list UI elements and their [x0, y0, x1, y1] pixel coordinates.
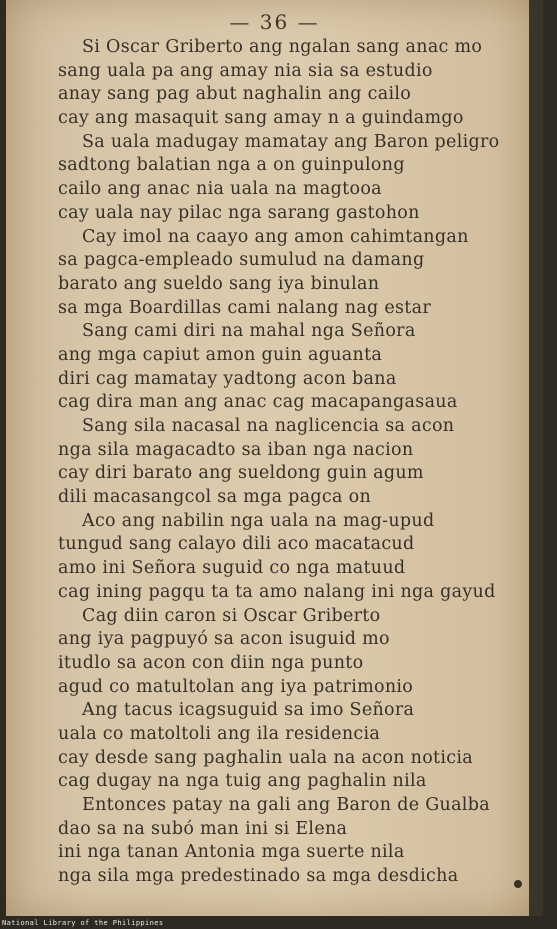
text-line: sadtong balatian nga a on guinpulong: [58, 155, 405, 176]
text-line: tungud sang calayo dili aco macatacud: [58, 534, 415, 555]
library-credit: National Library of the Philippines: [2, 919, 164, 927]
text-line: cailo ang anac nia uala na magtooa: [58, 179, 382, 200]
poem-text: [58, 36, 528, 889]
text-line: Sang cami diri na mahal nga Señora: [82, 321, 416, 342]
text-line: Sang sila nacasal na naglicencia sa acon: [82, 416, 455, 436]
text-line: ang iya pagpuyó sa acon isuguid mo: [58, 629, 390, 650]
text-line: sa mga Boardillas cami nalang nag estar: [58, 297, 432, 318]
text-line: agud co matultolan ang iya patrimonio: [58, 676, 414, 697]
book-page: [6, 0, 543, 916]
text-line: Aco ang nabilin nga uala na mag-upud: [82, 510, 435, 531]
text-line: cay ang masaquit sang amay n a guindamgo: [58, 108, 464, 129]
text-line: cay uala nay pilac nga sarang gastohon: [58, 202, 420, 223]
text-line: dili macasangcol sa mga pagca on: [58, 487, 372, 508]
text-line: cay diri barato ang sueldong guin agum: [58, 463, 424, 484]
text-line: nga sila mga predestinado sa mga desdicha: [58, 866, 459, 887]
text-line: ini nga tanan Antonia mga suerte nila: [58, 842, 405, 863]
text-line: cag ining pagqu ta ta amo nalang ini nga gayud: [58, 581, 496, 602]
text-line: cag dira man ang anac cag macapangasaua: [58, 392, 458, 413]
text-line: cag dugay na nga tuig ang paghalin nila: [58, 771, 427, 792]
page-edge: [529, 0, 543, 916]
text-line: diri cag mamatay yadtong acon bana: [58, 368, 397, 389]
text-line: Si Oscar Griberto ang ngalan sang anac mo: [82, 37, 483, 57]
text-line: Cay imol na caayo ang amon cahimtangan: [82, 226, 469, 247]
text-line: anay sang pag abut naghalin ang cailo: [58, 84, 412, 105]
text-line: uala co matoltoli ang ila residencia: [58, 723, 381, 744]
ink-spot: [514, 880, 522, 888]
text-line: dao sa na subó man ini si Elena: [58, 818, 348, 839]
text-line: sang uala pa ang amay nia sia sa estudio: [58, 60, 433, 81]
text-line: barato ang sueldo sang iya binulan: [58, 273, 380, 294]
text-line: sa pagca-empleado sumulud na damang: [58, 250, 425, 271]
text-line: Entonces patay na gali ang Baron de Gualba: [82, 795, 490, 815]
text-line: itudlo sa acon con diin nga punto: [58, 652, 364, 673]
text-line: cay desde sang paghalin uala na acon noticia: [58, 747, 473, 768]
text-line: ang mga capiut amon guin aguanta: [58, 344, 383, 365]
text-line: nga sila magacadto sa iban nga nacion: [58, 439, 414, 460]
text-line: Ang tacus icagsuguid sa imo Señora: [82, 700, 415, 721]
text-line: Sa uala madugay mamatay ang Baron peligro: [82, 131, 500, 152]
page-number: — 36 —: [229, 10, 320, 34]
text-line: Cag diin caron si Oscar Griberto: [82, 605, 381, 626]
text-line: amo ini Señora suguid co nga matuud: [58, 558, 406, 579]
